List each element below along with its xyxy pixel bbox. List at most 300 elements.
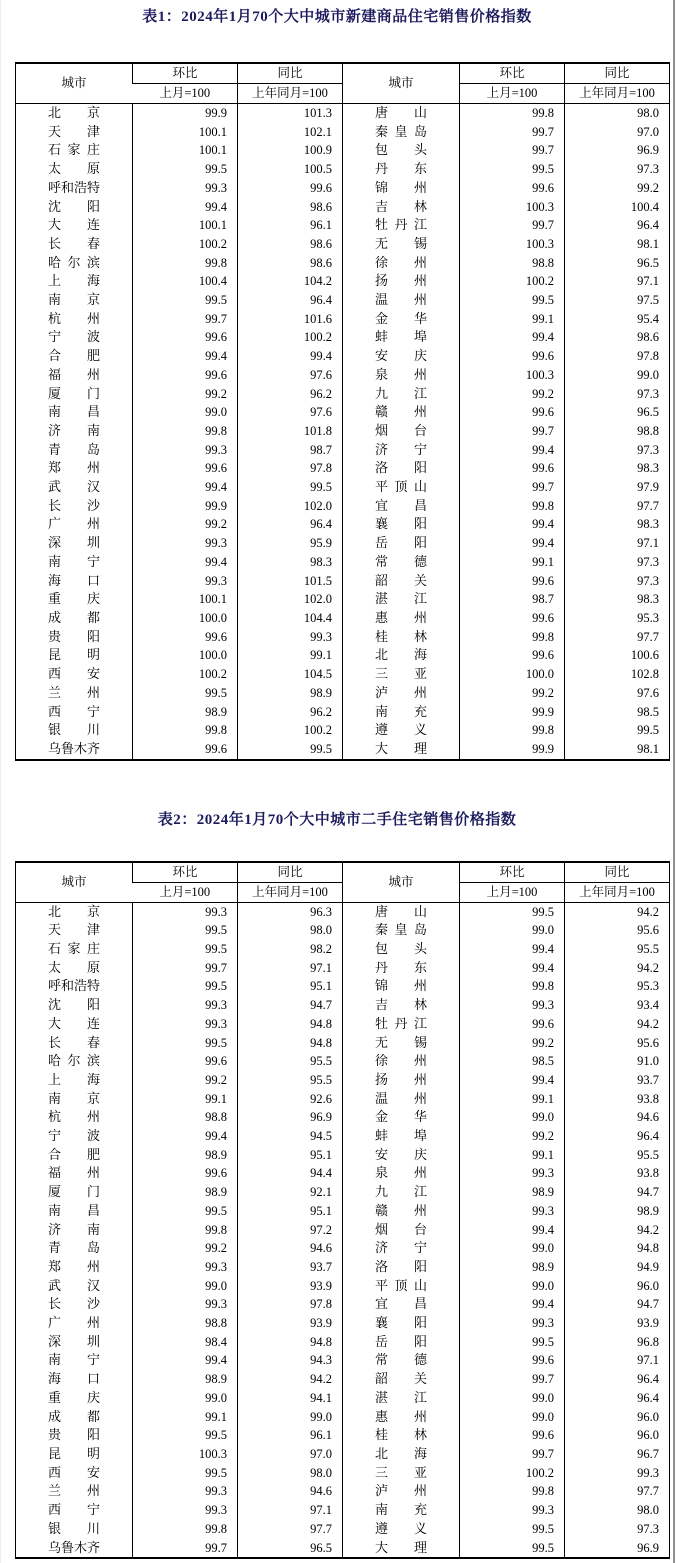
yoy-index-value: 97.6 <box>238 403 343 422</box>
city-cell <box>16 328 133 347</box>
mom-index-value: 99.6 <box>133 328 238 347</box>
city-name: 上海 <box>48 273 100 289</box>
city-cell <box>343 1164 460 1183</box>
city-name: 深圳 <box>48 535 100 551</box>
yoy-index-value: 94.4 <box>238 1164 343 1183</box>
city-name: 银川 <box>48 722 100 738</box>
mom-base-label: 上月=100 <box>133 882 238 902</box>
mom-column-header: 环比 <box>133 63 238 84</box>
mom-index-value: 99.4 <box>460 940 565 959</box>
city-name: 洛阳 <box>375 1258 427 1274</box>
city-cell <box>16 235 133 254</box>
yoy-index-value: 97.7 <box>565 1482 670 1501</box>
mom-index-value: 99.3 <box>133 534 238 553</box>
table-row <box>16 310 670 329</box>
city-name: 大连 <box>48 217 100 233</box>
city-cell <box>343 1520 460 1539</box>
yoy-index-value: 94.7 <box>565 1183 670 1202</box>
mom-index-value: 99.3 <box>133 996 238 1015</box>
yoy-index-value: 98.0 <box>238 1464 343 1483</box>
mom-index-value: 99.3 <box>133 1501 238 1520</box>
mom-index-value: 99.5 <box>133 977 238 996</box>
city-cell <box>16 1408 133 1427</box>
yoy-index-value: 93.9 <box>565 1314 670 1333</box>
city-cell <box>343 1015 460 1034</box>
city-cell <box>16 1239 133 1258</box>
table1-title: 表1：2024年1月70个大中城市新建商品住宅销售价格指数 <box>142 9 532 25</box>
yoy-index-value: 101.5 <box>238 572 343 591</box>
mom-index-value: 99.6 <box>460 459 565 478</box>
city-name: 武汉 <box>48 1277 100 1293</box>
mom-column-header: 环比 <box>460 862 565 883</box>
city-cell <box>16 1146 133 1165</box>
yoy-index-value: 100.4 <box>565 198 670 217</box>
yoy-index-value: 97.0 <box>238 1445 343 1464</box>
city-name: 重庆 <box>48 591 100 607</box>
city-name: 沈阳 <box>48 997 100 1013</box>
yoy-base-label: 上年同月=100 <box>238 84 343 104</box>
yoy-index-value: 92.1 <box>238 1183 343 1202</box>
table-row <box>16 1071 670 1090</box>
city-cell <box>16 123 133 142</box>
city-cell <box>343 646 460 665</box>
table-row <box>16 347 670 366</box>
yoy-index-value: 97.8 <box>565 347 670 366</box>
table-row <box>16 1445 670 1464</box>
yoy-index-value: 95.1 <box>238 977 343 996</box>
city-cell <box>343 104 460 123</box>
mom-index-value: 99.6 <box>460 403 565 422</box>
table-row <box>16 921 670 940</box>
city-name: 桂林 <box>375 628 427 644</box>
mom-index-value: 100.3 <box>460 198 565 217</box>
city-name: 成都 <box>48 1408 100 1424</box>
city-cell <box>16 665 133 684</box>
city-name: 包头 <box>375 941 427 957</box>
city-name: 三亚 <box>375 1464 427 1480</box>
city-name: 福州 <box>48 1165 100 1181</box>
city-cell <box>16 403 133 422</box>
yoy-index-value: 97.7 <box>565 628 670 647</box>
yoy-index-value: 98.3 <box>565 590 670 609</box>
city-name: 平顶山 <box>375 1277 427 1293</box>
city-cell <box>343 328 460 347</box>
city-name: 徐州 <box>375 1053 427 1069</box>
city-cell <box>343 441 460 460</box>
city-cell <box>343 921 460 940</box>
mom-base-label: 上月=100 <box>460 84 565 104</box>
table-row <box>16 328 670 347</box>
table-row <box>16 422 670 441</box>
mom-index-value: 99.2 <box>133 385 238 404</box>
mom-index-value: 99.7 <box>460 216 565 235</box>
city-cell <box>343 940 460 959</box>
city-name: 蚌埠 <box>375 329 427 345</box>
city-name: 安庆 <box>375 348 427 364</box>
yoy-index-value: 98.3 <box>238 553 343 572</box>
yoy-index-value: 104.4 <box>238 609 343 628</box>
mom-index-value: 99.6 <box>460 646 565 665</box>
city-cell <box>16 740 133 760</box>
city-cell <box>16 996 133 1015</box>
city-cell <box>16 572 133 591</box>
city-name: 南昌 <box>48 404 100 420</box>
yoy-index-value: 94.5 <box>238 1127 343 1146</box>
city-cell <box>343 721 460 740</box>
table-row <box>16 553 670 572</box>
yoy-index-value: 96.5 <box>565 254 670 273</box>
yoy-index-value: 98.6 <box>238 254 343 273</box>
table-row <box>16 403 670 422</box>
mom-index-value: 99.6 <box>460 1426 565 1445</box>
city-cell <box>343 1314 460 1333</box>
mom-index-value: 99.2 <box>133 1239 238 1258</box>
table-row <box>16 959 670 978</box>
city-name: 遵义 <box>375 722 427 738</box>
city-cell <box>343 1351 460 1370</box>
table-row <box>16 1389 670 1408</box>
city-name: 合肥 <box>48 1146 100 1162</box>
table-row <box>16 198 670 217</box>
city-cell <box>343 310 460 329</box>
yoy-index-value: 91.0 <box>565 1052 670 1071</box>
city-name: 赣州 <box>375 404 427 420</box>
mom-index-value: 98.8 <box>133 1108 238 1127</box>
yoy-index-value: 94.8 <box>238 1034 343 1053</box>
yoy-index-value: 97.1 <box>238 959 343 978</box>
yoy-index-value: 99.5 <box>238 478 343 497</box>
city-cell <box>343 366 460 385</box>
yoy-index-value: 99.3 <box>238 628 343 647</box>
table-row <box>16 254 670 273</box>
table-row <box>16 703 670 722</box>
mom-index-value: 99.5 <box>460 1539 565 1559</box>
city-cell <box>343 272 460 291</box>
table-row <box>16 940 670 959</box>
mom-index-value: 99.0 <box>460 1108 565 1127</box>
city-cell <box>16 1389 133 1408</box>
mom-index-value: 99.2 <box>133 1071 238 1090</box>
mom-index-value: 99.0 <box>460 1239 565 1258</box>
city-cell <box>16 1333 133 1352</box>
mom-index-value: 99.6 <box>460 609 565 628</box>
table-row <box>16 366 670 385</box>
mom-index-value: 99.5 <box>460 1333 565 1352</box>
city-name: 南充 <box>375 703 427 719</box>
yoy-index-value: 98.0 <box>238 921 343 940</box>
city-cell <box>16 1164 133 1183</box>
city-cell <box>16 459 133 478</box>
yoy-index-value: 96.4 <box>565 216 670 235</box>
yoy-index-value: 96.4 <box>565 1389 670 1408</box>
yoy-index-value: 97.3 <box>565 441 670 460</box>
yoy-index-value: 95.3 <box>565 609 670 628</box>
city-cell <box>343 1034 460 1053</box>
city-cell <box>343 179 460 198</box>
yoy-index-value: 97.6 <box>565 684 670 703</box>
yoy-index-value: 96.3 <box>238 902 343 921</box>
city-cell <box>343 1295 460 1314</box>
city-name: 宁波 <box>48 329 100 345</box>
city-name: 烟台 <box>375 1221 427 1237</box>
yoy-index-value: 99.0 <box>238 1408 343 1427</box>
city-cell <box>16 959 133 978</box>
city-name: 呼和浩特 <box>48 978 101 994</box>
yoy-index-value: 98.9 <box>238 684 343 703</box>
table-row <box>16 1539 670 1559</box>
city-cell <box>343 347 460 366</box>
yoy-index-value: 98.0 <box>565 1501 670 1520</box>
yoy-index-value: 94.8 <box>565 1239 670 1258</box>
yoy-index-value: 94.8 <box>238 1015 343 1034</box>
yoy-index-value: 98.7 <box>238 441 343 460</box>
mom-index-value: 99.4 <box>460 328 565 347</box>
yoy-index-value: 95.1 <box>238 1202 343 1221</box>
city-name: 牡丹江 <box>375 1015 427 1031</box>
yoy-index-value: 102.8 <box>565 665 670 684</box>
city-name: 唐山 <box>375 105 427 120</box>
mom-index-value: 99.1 <box>133 1090 238 1109</box>
city-cell <box>16 1295 133 1314</box>
yoy-index-value: 96.4 <box>565 1127 670 1146</box>
mom-index-value: 100.2 <box>460 1464 565 1483</box>
table-row <box>16 628 670 647</box>
city-name: 杭州 <box>48 310 100 326</box>
city-name: 岳阳 <box>375 1333 427 1349</box>
mom-index-value: 99.5 <box>133 1202 238 1221</box>
mom-index-value: 99.0 <box>133 1389 238 1408</box>
yoy-index-value: 94.7 <box>238 996 343 1015</box>
yoy-index-value: 95.5 <box>238 1071 343 1090</box>
table-row <box>16 179 670 198</box>
table-row <box>16 646 670 665</box>
city-cell <box>343 1333 460 1352</box>
city-name: 贵阳 <box>48 628 100 644</box>
city-column-header: 城市 <box>16 63 133 104</box>
city-cell <box>16 1015 133 1034</box>
table-row <box>16 160 670 179</box>
city-cell <box>343 515 460 534</box>
city-cell <box>16 1090 133 1109</box>
yoy-index-value: 95.3 <box>565 977 670 996</box>
city-cell <box>16 272 133 291</box>
city-name: 温州 <box>375 1090 427 1106</box>
city-name: 银川 <box>48 1520 100 1536</box>
mom-index-value: 99.0 <box>460 1277 565 1296</box>
city-cell <box>343 959 460 978</box>
mom-index-value: 99.7 <box>133 310 238 329</box>
city-name: 哈尔滨 <box>48 254 100 270</box>
city-name: 长沙 <box>48 1296 100 1312</box>
city-name: 韶关 <box>375 572 427 588</box>
mom-index-value: 99.3 <box>460 996 565 1015</box>
city-cell <box>16 721 133 740</box>
city-name: 长春 <box>48 1034 100 1050</box>
city-name: 北海 <box>375 647 427 663</box>
mom-column-header: 环比 <box>460 63 565 84</box>
city-cell <box>343 422 460 441</box>
table-row <box>16 1221 670 1240</box>
city-name: 西安 <box>48 666 100 682</box>
city-name: 天津 <box>48 922 100 938</box>
mom-index-value: 99.8 <box>460 104 565 123</box>
city-cell <box>16 1539 133 1559</box>
city-cell <box>16 1108 133 1127</box>
table2-title: 表2：2024年1月70个大中城市二手住宅销售价格指数 <box>157 811 517 828</box>
mom-index-value: 99.1 <box>133 1408 238 1427</box>
yoy-index-value: 96.4 <box>238 515 343 534</box>
city-cell <box>343 1183 460 1202</box>
table1-body <box>16 104 670 760</box>
city-cell <box>16 1520 133 1539</box>
city-name: 石家庄 <box>48 941 100 957</box>
city-name: 长沙 <box>48 497 100 513</box>
mom-index-value: 99.7 <box>133 959 238 978</box>
table-row <box>16 459 670 478</box>
city-name: 西宁 <box>48 703 100 719</box>
mom-index-value: 99.5 <box>133 160 238 179</box>
table-row <box>16 721 670 740</box>
mom-index-value: 100.1 <box>133 216 238 235</box>
table-row <box>16 1351 670 1370</box>
mom-index-value: 99.8 <box>460 497 565 516</box>
mom-index-value: 98.9 <box>133 1183 238 1202</box>
mom-index-value: 99.5 <box>460 291 565 310</box>
mom-index-value: 99.6 <box>133 628 238 647</box>
table-row <box>16 1426 670 1445</box>
city-name: 深圳 <box>48 1333 100 1349</box>
mom-index-value: 99.9 <box>460 703 565 722</box>
city-name: 沈阳 <box>48 198 100 214</box>
city-cell <box>343 403 460 422</box>
yoy-index-value: 96.8 <box>565 1333 670 1352</box>
table2-body <box>16 902 670 1558</box>
yoy-index-value: 96.1 <box>238 1426 343 1445</box>
table-row <box>16 609 670 628</box>
city-name: 北京 <box>48 105 100 120</box>
yoy-index-value: 96.5 <box>238 1539 343 1559</box>
yoy-index-value: 98.1 <box>565 235 670 254</box>
yoy-index-value: 95.6 <box>565 1034 670 1053</box>
city-name: 襄阳 <box>375 516 427 532</box>
city-cell <box>343 1090 460 1109</box>
yoy-index-value: 100.9 <box>238 141 343 160</box>
yoy-index-value: 94.2 <box>565 1221 670 1240</box>
city-cell <box>343 553 460 572</box>
city-cell <box>16 216 133 235</box>
yoy-index-value: 98.8 <box>565 422 670 441</box>
city-name: 金华 <box>375 310 427 326</box>
city-name: 南宁 <box>48 553 100 569</box>
city-cell <box>343 1445 460 1464</box>
mom-index-value: 100.0 <box>460 665 565 684</box>
city-cell <box>16 1464 133 1483</box>
mom-index-value: 99.8 <box>460 1482 565 1501</box>
city-cell <box>343 1108 460 1127</box>
city-name: 湛江 <box>375 1389 427 1405</box>
city-name: 南充 <box>375 1502 427 1518</box>
city-name: 长春 <box>48 235 100 251</box>
city-name: 贵阳 <box>48 1427 100 1443</box>
mom-index-value: 99.5 <box>133 291 238 310</box>
yoy-index-value: 95.1 <box>238 1146 343 1165</box>
city-cell <box>16 1071 133 1090</box>
mom-index-value: 99.8 <box>133 1520 238 1539</box>
mom-index-value: 99.1 <box>460 553 565 572</box>
yoy-index-value: 98.6 <box>238 198 343 217</box>
yoy-index-value: 98.6 <box>238 235 343 254</box>
mom-base-label: 上月=100 <box>133 84 238 104</box>
city-cell <box>16 347 133 366</box>
yoy-index-value: 97.3 <box>565 1520 670 1539</box>
yoy-index-value: 97.8 <box>238 1295 343 1314</box>
city-cell <box>16 366 133 385</box>
mom-index-value: 99.4 <box>460 959 565 978</box>
city-cell <box>343 160 460 179</box>
mom-index-value: 100.3 <box>460 366 565 385</box>
table-row <box>16 497 670 516</box>
mom-index-value: 99.8 <box>460 977 565 996</box>
mom-index-value: 100.2 <box>133 665 238 684</box>
city-name: 吉林 <box>375 198 427 214</box>
yoy-index-value: 96.0 <box>565 1277 670 1296</box>
mom-index-value: 99.7 <box>460 141 565 160</box>
yoy-index-value: 102.1 <box>238 123 343 142</box>
city-name: 青岛 <box>48 441 100 457</box>
yoy-index-value: 95.9 <box>238 534 343 553</box>
city-name: 吉林 <box>375 997 427 1013</box>
yoy-index-value: 98.2 <box>238 940 343 959</box>
city-name: 徐州 <box>375 254 427 270</box>
city-cell <box>343 572 460 591</box>
city-name: 扬州 <box>375 273 427 289</box>
mom-index-value: 99.4 <box>460 441 565 460</box>
city-cell <box>343 123 460 142</box>
table-row <box>16 1277 670 1296</box>
city-name: 惠州 <box>375 609 427 625</box>
table-row <box>16 272 670 291</box>
city-name: 韶关 <box>375 1371 427 1387</box>
mom-index-value: 99.4 <box>460 1221 565 1240</box>
city-name: 三亚 <box>375 666 427 682</box>
city-cell <box>343 590 460 609</box>
yoy-index-value: 96.7 <box>565 1445 670 1464</box>
mom-index-value: 99.2 <box>133 515 238 534</box>
table-row <box>16 123 670 142</box>
yoy-index-value: 94.8 <box>238 1333 343 1352</box>
city-name: 大理 <box>375 740 427 756</box>
city-name: 西宁 <box>48 1502 100 1518</box>
city-cell <box>16 684 133 703</box>
mom-index-value: 99.3 <box>460 1314 565 1333</box>
city-name: 郑州 <box>48 1258 100 1274</box>
mom-index-value: 99.5 <box>133 684 238 703</box>
city-name: 乌鲁木齐 <box>48 1539 101 1555</box>
city-name: 海口 <box>48 572 100 588</box>
city-cell <box>16 590 133 609</box>
city-name: 太原 <box>48 959 100 975</box>
city-name: 桂林 <box>375 1427 427 1443</box>
city-cell <box>343 216 460 235</box>
city-name: 烟台 <box>375 422 427 438</box>
mom-index-value: 100.1 <box>133 141 238 160</box>
city-cell <box>343 385 460 404</box>
yoy-index-value: 97.8 <box>238 459 343 478</box>
city-cell <box>16 1127 133 1146</box>
city-cell <box>16 291 133 310</box>
yoy-index-value: 98.3 <box>565 515 670 534</box>
city-name: 锦州 <box>375 978 427 994</box>
